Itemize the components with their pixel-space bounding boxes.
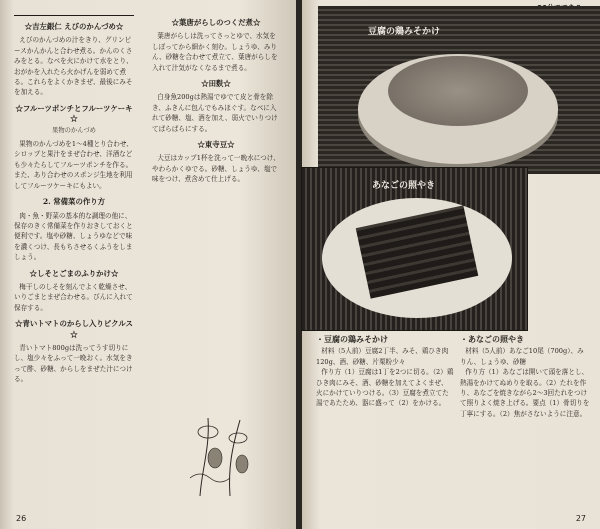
anago-photo — [302, 168, 527, 330]
section-rule — [14, 15, 134, 16]
body-paragraph: 青いトマト800gは洗ってうす切りにし、塩少々をふって一晩おく。水気をきって酢、砂糖、からしをまぜた汁につける。 — [14, 343, 133, 384]
bean-plant-illustration — [180, 408, 260, 498]
section-subheading: 果物のかんづめ — [52, 126, 96, 134]
section-heading: ☆東寺豆☆ — [197, 140, 235, 150]
recipe-ingredients: 材料（5人前）豆腐2丁半、みそ、鶏ひき肉120g、酒、砂糖、片栗粉少々 — [316, 347, 449, 366]
section-heading: 2. 常備菜の作り方 — [42, 197, 106, 207]
tofu-dish — [388, 56, 528, 126]
body-paragraph: 大豆はカップ1杯を洗って一晩水につけ、やわらかくゆでる。砂糖、しょうゆ、塩で味をつけ、煮含めて仕上げる。 — [152, 154, 280, 184]
body-paragraph: 肉・魚・野菜の基本的な調理の他に、保存のきく常備菜を作りおきしておくと便利です。塩や砂糖、しょうゆなどで味を濃くつけ、長もちさせるくふうをしましょう。 — [14, 211, 133, 262]
page-number-left: 26 — [16, 514, 27, 523]
section-heading: ☆吉左銀仁 えびのかんづめ☆ — [24, 22, 124, 31]
left-column-2 — [152, 12, 280, 185]
section-heading: ☆田麩☆ — [201, 79, 231, 89]
right-column-recipe2 — [460, 330, 590, 419]
page-number-right: 27 — [575, 514, 586, 523]
recipe-steps: 作り方（1）あなごは開いて頭を落とし、熱湯をかけてぬめりを取る。（2）たれを作り、あなごを焼きながら2〜3回たれをつけて照りよく焼き上げる。要点（1）骨切りを丁寧にする。（2）焦がさないように注意。 — [460, 368, 590, 418]
recipe-title: ・豆腐の鶏みそかけ — [316, 334, 388, 344]
section-heading: ☆しそとごまのふりかけ☆ — [29, 268, 119, 278]
body-paragraph: えびのかんづめの汁をきり、グリンピースかんかんと合わせ煮る。かんのくさみをとる。なべを火にかけて水をとり、おがかを入れたら火かげんを弱めて煮る。これらをよくかきまぜ、最後にみそを加える。 — [14, 36, 133, 97]
section-heading: ☆葉唐がらしのつくだ煮☆ — [171, 18, 261, 27]
body-paragraph: 葉唐がらしは洗ってさっとゆで、水気をしぼってから細かく刻む。しょうゆ、みりん、砂糖を合わせて煮立て、葉唐がらしを入れて汁気がなくなるまで煮る。 — [152, 32, 278, 72]
tofu-photo — [318, 6, 600, 174]
left-column-1 — [14, 12, 134, 385]
section-heading: ☆青いトマトのからし入りピクルス☆ — [15, 319, 133, 339]
body-paragraph: 梅干しのしそを刻んでよく乾燥させ、いりごまとまぜ合わせる。びんに入れて保存する。 — [14, 282, 133, 312]
recipe-title: ・あなごの照やき — [460, 334, 524, 344]
recipe-ingredients: 材料（5人前）あなご10尾（700g）、みりん、しょうゆ、砂糖 — [460, 347, 584, 366]
body-paragraph: 果物のかんづめを1〜4種とり合わせ、シロップと果汁をまぜ合わせ、洋酒なども少々たらしてフルーツポンチを作る。また、あり合わせのスポンジ生地を利用してフルーツケーキにもよい。 — [14, 140, 133, 190]
recipe-steps: 作り方（1）豆腐は1丁を2つに切る。（2）鶏ひき肉にみそ、酒、砂糖を加えてよくまぜ、火にかけていりつける。（3）豆腐を煮立てた湯であたため、器に盛って（2）をかける。 — [316, 368, 454, 408]
left-page — [0, 0, 298, 529]
section-heading: ☆フルーツポンチとフルーツケーキ☆ — [15, 103, 133, 124]
photo2-caption: あなごの照やき — [372, 181, 436, 191]
photo1-caption: 豆腐の鶏みそかけ — [368, 27, 441, 37]
body-paragraph: 白身魚200gは熱湯でゆでて皮と骨を除き、ふきんに包んでもみほぐす。なべに入れて砂糖、塩、酒を加え、弱火でいりつけてぱらぱらにする。 — [152, 93, 278, 133]
right-column-recipe1 — [316, 330, 454, 409]
